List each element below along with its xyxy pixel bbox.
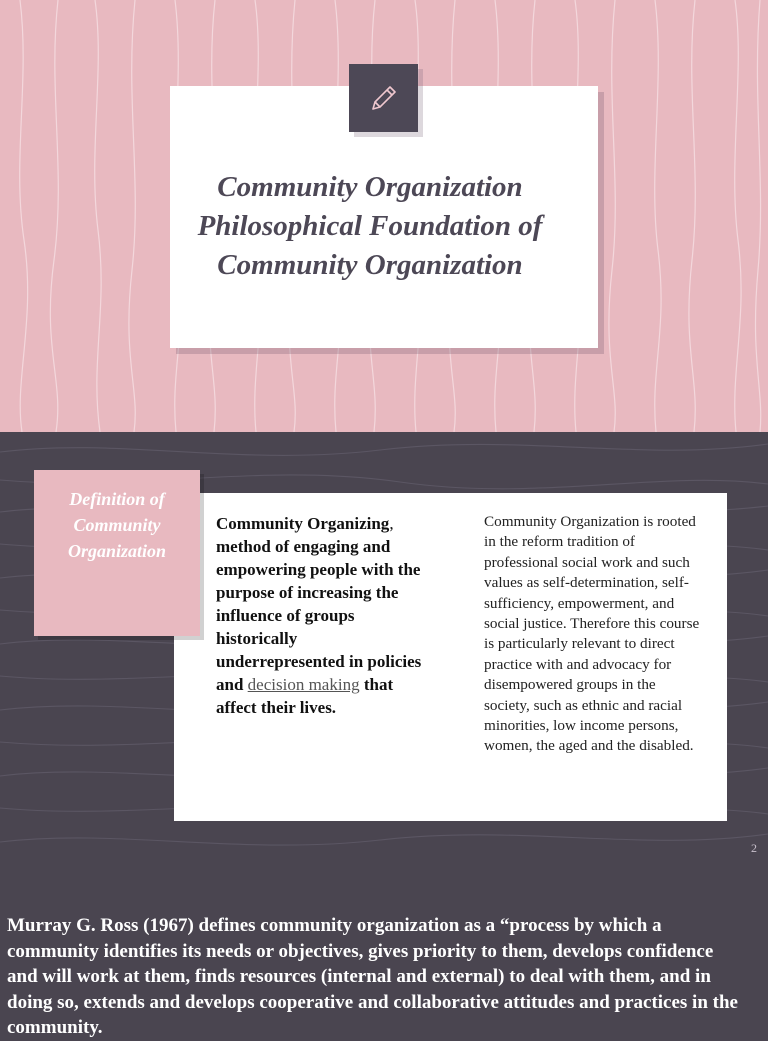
definition-label bbox=[44, 486, 190, 564]
label-line-3: Organization bbox=[67, 541, 167, 561]
slide-title bbox=[170, 168, 570, 285]
slide-number: 2 bbox=[751, 841, 757, 855]
title-line-3: Community Organization bbox=[217, 249, 523, 281]
decision-making-link[interactable]: decision making bbox=[247, 675, 360, 694]
definition-slide bbox=[0, 432, 768, 864]
left-body: method of engaging and empowering people with the purpose of increasing the influence of groups historically underrepresented in policies and bbox=[216, 537, 422, 694]
title-line-1: Community Organization bbox=[217, 171, 523, 203]
title-line-2: Philosophical Foundation of bbox=[197, 210, 543, 242]
label-line-1: Definition of bbox=[69, 489, 165, 509]
pencil-glyph bbox=[367, 81, 401, 115]
lead-comma: , bbox=[389, 514, 394, 533]
right-definition-text: Community Organization is rooted in the reform tradition of professional social work and such values as self-determination, self-sufficiency, empowerment, and social justice. Therefore this course is particularly relevant to direct practice with and advocacy for disempowered groups in the society, such as ethnic and racial minorities, low income persons, women, the aged and the disabled. bbox=[484, 513, 700, 755]
lead-term: Community Organizing bbox=[216, 514, 390, 533]
label-line-2: Community bbox=[73, 515, 161, 535]
left-tail: that affect their lives. bbox=[216, 675, 394, 717]
left-definition-text bbox=[216, 512, 430, 719]
ross-quote: Murray G. Ross (1967) defines community organization as a “process by which a community identifies its needs or objectives, gives priority to them, develops confidence and will work at them, finds resources (internal and external) to deal with them, and in doing so, extends and develops cooperative and collaborative attitudes and practices in the community. bbox=[7, 915, 738, 1038]
title-slide bbox=[0, 0, 768, 432]
quote-slide bbox=[0, 864, 768, 1038]
pencil-icon bbox=[349, 64, 418, 132]
